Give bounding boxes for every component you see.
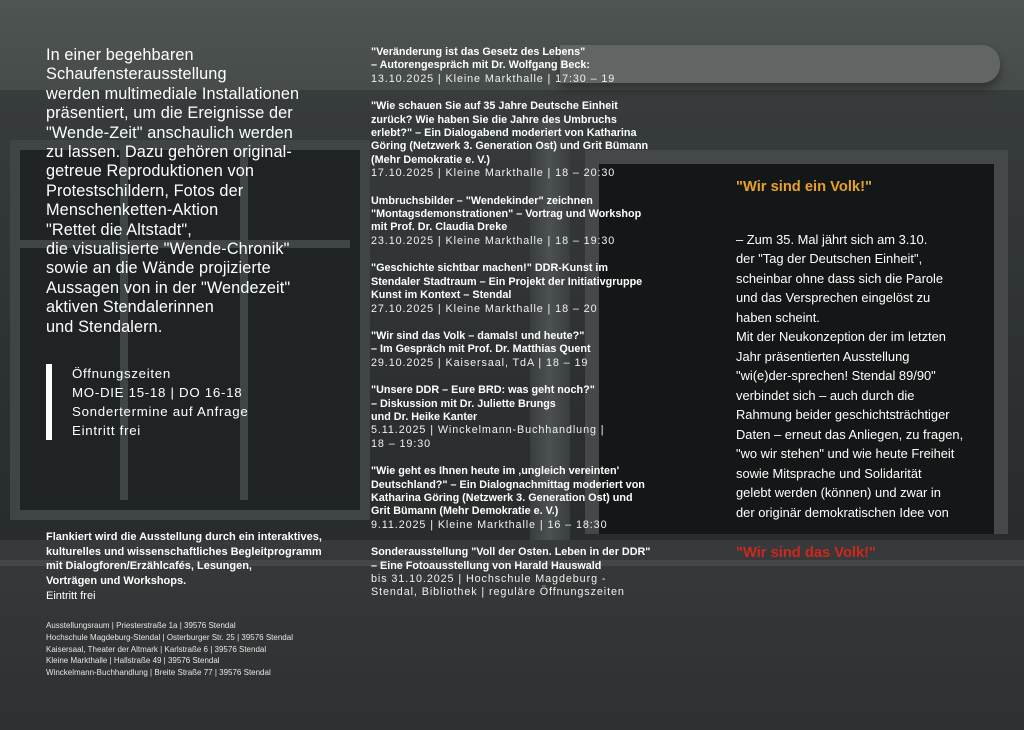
event-meta: bis 31.10.2025 | Hochschule Magdeburg - <box>371 573 607 585</box>
event-title-line: Umbruchsbilder – "Wendekinder" zeichnen <box>371 194 593 207</box>
right-line: und das Versprechen eingelöst zu <box>736 290 931 305</box>
event-list <box>371 46 671 614</box>
event-meta: 23.10.2025 | Kleine Markthalle | 18 – 19:30 <box>371 234 616 247</box>
right-line: Mit der Neukonzeption der im letzten <box>736 329 946 344</box>
event-title-line: "Unsere DDR – Eure BRD: was geht noch?" <box>371 384 595 397</box>
event-meta: 5.11.2025 | Winckelmann-Buchhandlung | <box>371 424 605 437</box>
right-line: "wo wir stehen" und wie heute Freiheit <box>736 446 955 461</box>
event-title-line: "Montagsdemonstrationen" – Vortrag und Workshop <box>371 208 642 221</box>
right-line: Daten – erneut das Anliegen, zu fragen, <box>736 426 964 442</box>
intro-line: "Wende-Zeit" anschaulich werden <box>46 123 293 142</box>
event-meta: 9.11.2025 | Kleine Markthalle | 16 – 18:30 <box>371 518 608 531</box>
address-list <box>46 620 366 679</box>
opening-hours-title: Öffnungszeiten <box>72 366 172 381</box>
right-line: haben scheint. <box>736 309 820 325</box>
program-entry: Eintritt frei <box>46 590 96 602</box>
right-line: – Zum 35. Mal jährt sich am 3.10. <box>736 231 928 247</box>
right-line: "wi(e)der-sprechen! Stendal 89/90" <box>736 368 936 383</box>
right-line: der "Tag der Deutschen Einheit", <box>736 251 923 266</box>
intro-line: Schaufensterausstellung <box>46 65 227 84</box>
event-title-line: "Wir sind das Volk – damals! und heute?" <box>371 329 585 342</box>
event-meta: 13.10.2025 | Kleine Markthalle | 17:30 – 19 <box>371 72 616 85</box>
right-line: der originär demokratischen Idee von <box>736 504 949 520</box>
right-line: Rahmung beider geschichtsträchtiger <box>736 407 950 422</box>
event-meta: 18 – 19:30 <box>371 437 432 450</box>
intro-line: In einer begehbaren <box>46 46 194 64</box>
right-column <box>736 178 986 564</box>
event-title-line: "Wie geht es Ihnen heute im ‚ungleich vereinten' <box>371 465 620 478</box>
intro-line: die visualisierte "Wende-Chronik" <box>46 240 290 259</box>
event-item <box>371 262 671 316</box>
event-title-line: erlebt?" – Ein Dialogabend moderiert von Katharina <box>371 127 637 140</box>
event-title-line: Katharina Göring (Netzwerk 3. Generation Ost) und <box>371 491 633 504</box>
event-title-line: und Dr. Heike Kanter <box>371 410 478 423</box>
event-title-line: Sonderausstellung "Voll der Osten. Leben in der DDR" <box>371 546 651 559</box>
intro-line: und Stendalern. <box>46 317 163 336</box>
address-item: Kaisersaal, Theater der Altmark | Karlstraße 6 | 39576 Stendal <box>46 644 267 654</box>
event-item <box>371 546 671 600</box>
event-title-line: mit Prof. Dr. Claudia Dreke <box>371 221 508 234</box>
program-line: Flankiert wird die Ausstellung durch ein interaktives, <box>46 531 322 543</box>
event-title-line: (Mehr Demokratie e. V.) <box>371 153 491 166</box>
right-line: sowie Mitsprache und Solidarität <box>736 465 922 481</box>
event-meta: 27.10.2025 | Kleine Markthalle | 18 – 20 <box>371 302 598 315</box>
address-item: Kleine Markthalle | Hallstraße 49 | 39576 Stendal <box>46 656 220 666</box>
event-title-line: – Autorengespräch mit Dr. Wolfgang Beck: <box>371 59 590 72</box>
event-title-line: Stendaler Stadtraum – Ein Projekt der Initiativgruppe <box>371 275 643 288</box>
program-line: kulturelles und wissenschaftliches Begleitprogramm <box>46 545 322 558</box>
intro-line: Protestschildern, Fotos der <box>46 181 244 200</box>
intro-line: Aussagen von in der "Wendezeit" <box>46 278 291 297</box>
event-title-line: "Geschichte sichtbar machen!" DDR-Kunst im <box>371 262 609 275</box>
event-item <box>371 384 671 451</box>
program-line: mit Dialogforen/Erzählcafés, Lesungen, <box>46 560 252 572</box>
right-line: gelebt werden (können) und zwar in <box>736 485 941 500</box>
event-title-line: "Wie schauen Sie auf 35 Jahre Deutsche Einheit <box>371 100 618 113</box>
event-title-line: Grit Bümann (Mehr Demokratie e. V.) <box>371 505 559 518</box>
event-title-line: Deutschland?" – Ein Dialognachmittag moderiert von <box>371 478 645 491</box>
event-item <box>371 330 671 370</box>
event-item <box>371 465 671 532</box>
right-line: verbindet sich – auch durch die <box>736 387 915 403</box>
event-title-line: – Eine Fotoausstellung von Harald Hauswald <box>371 559 602 572</box>
intro-line: getreue Reproduktionen von <box>46 162 255 181</box>
intro-line: Menschenketten-Aktion <box>46 201 219 220</box>
program-text <box>46 530 356 604</box>
intro-line: werden multimediale Installationen <box>46 84 300 103</box>
event-title-line: Kunst im Kontext – Stendal <box>371 289 512 302</box>
intro-line: präsentiert, um die Ereignisse der <box>46 104 293 123</box>
intro-line: "Rettet die Altstadt", <box>46 220 192 239</box>
right-line: Jahr präsentierten Ausstellung <box>736 348 910 364</box>
opening-hours-times: MO-DIE 15-18 | DO 16-18 <box>72 385 243 400</box>
address-item: Winckelmann-Buchhandlung | Breite Straße 77 | 39576 Stendal <box>46 668 271 678</box>
event-title-line: Göring (Netzwerk 3. Generation Ost) und Grit Bümann <box>371 140 649 153</box>
right-line: scheinbar ohne dass sich die Parole <box>736 270 944 286</box>
event-item <box>371 100 671 180</box>
event-title-line: – Diskussion mit Dr. Juliette Brungs <box>371 397 556 410</box>
slogan-bottom: "Wir sind das Volk!" <box>736 545 877 561</box>
address-item: Hochschule Magdeburg-Stendal | Osterburger Str. 25 | 39576 Stendal <box>46 632 293 642</box>
intro-line: zu lassen. Dazu gehören original- <box>46 143 292 162</box>
address-item: Ausstellungsraum | Priesterstraße 1a | 39576 Stendal <box>46 621 236 630</box>
intro-text <box>46 46 346 337</box>
event-item <box>371 195 671 249</box>
opening-hours-special: Sondertermine auf Anfrage <box>72 404 249 419</box>
event-title-line: – Im Gespräch mit Prof. Dr. Matthias Quent <box>371 343 591 356</box>
event-meta: 29.10.2025 | Kaisersaal, TdA | 18 – 19 <box>371 356 589 369</box>
event-title-line: zurück? Wie haben Sie die Jahre des Umbruchs <box>371 113 617 126</box>
program-line: Vorträgen und Workshops. <box>46 574 187 587</box>
intro-line: sowie an die Wände projizierte <box>46 259 271 278</box>
opening-hours <box>46 364 332 440</box>
event-meta: 17.10.2025 | Kleine Markthalle | 18 – 20:30 <box>371 167 616 180</box>
event-meta: Stendal, Bibliothek | reguläre Öffnungszeiten <box>371 586 625 599</box>
opening-hours-entry: Eintritt frei <box>72 423 141 438</box>
event-title-line: "Veränderung ist das Gesetz des Lebens" <box>371 46 586 58</box>
event-item <box>371 46 671 86</box>
intro-line: aktiven Stendalerinnen <box>46 298 214 317</box>
slogan-top: "Wir sind ein Volk!" <box>736 179 872 195</box>
